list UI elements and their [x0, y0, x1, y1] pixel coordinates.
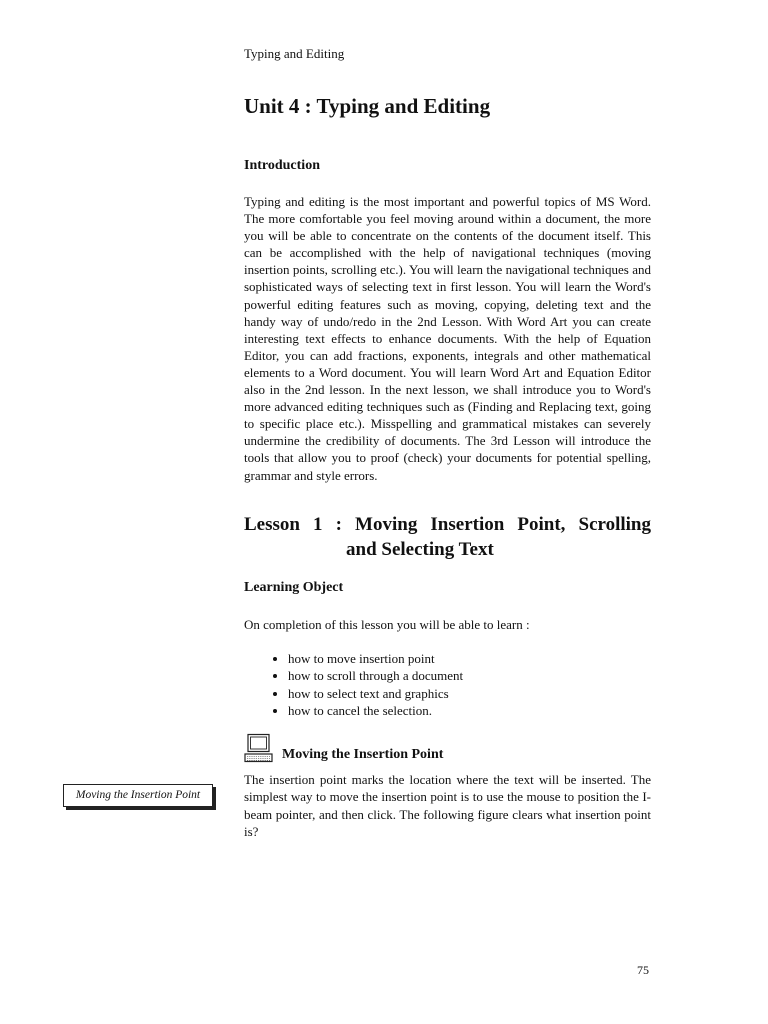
- objective-item: • how to move insertion point: [288, 650, 463, 667]
- objective-item: • how to cancel the selection.: [288, 702, 463, 719]
- margin-note-box: Moving the Insertion Point: [63, 784, 213, 807]
- computer-icon: [244, 733, 274, 763]
- objective-item: • how to scroll through a document: [288, 667, 463, 684]
- moving-insertion-point-paragraph: The insertion point marks the location where the text will be inserted. The simplest way to move the insertion point is to use the mouse to position the I-beam pointer, and then click. The following figure clears what insertion point is?: [244, 772, 651, 839]
- moving-insertion-point-heading: Moving the Insertion Point: [282, 747, 444, 762]
- lesson-title: [244, 512, 651, 562]
- lesson-title-line-2: and Selecting Text: [346, 539, 494, 560]
- lesson-title-line-1: Lesson 1 : Moving Insertion Point, Scrolling: [244, 514, 651, 535]
- introduction-heading: Introduction: [244, 158, 320, 173]
- objectives-list: [262, 650, 463, 720]
- learning-object-heading: Learning Object: [244, 580, 344, 595]
- running-header: Typing and Editing: [244, 46, 345, 61]
- unit-title: Unit 4 : Typing and Editing: [244, 94, 491, 118]
- learning-object-intro: On completion of this lesson you will be able to learn :: [244, 617, 530, 632]
- page-number: 75: [637, 963, 649, 977]
- objective-item: • how to select text and graphics: [288, 685, 463, 702]
- introduction-paragraph: Typing and editing is the most important and powerful topics of MS Word. The more comfortable you feel moving around within a document, the more you will be able to concentrate on the contents of the document itself. This can be accomplished with the help of navigational techniques (moving insertion points, scrolling etc.). You will learn the navigational techniques and sophisticated ways of selecting text in first lesson. You will learn the Word's powerful editing features such as moving, copying, deleting text and the handy way of undo/redo in the 2nd Lesson. With Word Art you can create interesting text effects to enhance documents. With the help of Equation Editor, you can add fractions, exponents, integrals and other mathematical elements to a Word document. You will learn Word Art and Equation Editor also in the 2nd lesson. In the next lesson, we shall introduce you to Word's more advanced editing techniques such as (Finding and Replacing text, going to specific place etc.). Misspelling and grammatical mistakes can severely undermine the credibility of documents. The 3rd Lesson will introduce the tools that allow you to proof (check) your documents for potential spelling, grammar and style errors.: [244, 194, 651, 483]
